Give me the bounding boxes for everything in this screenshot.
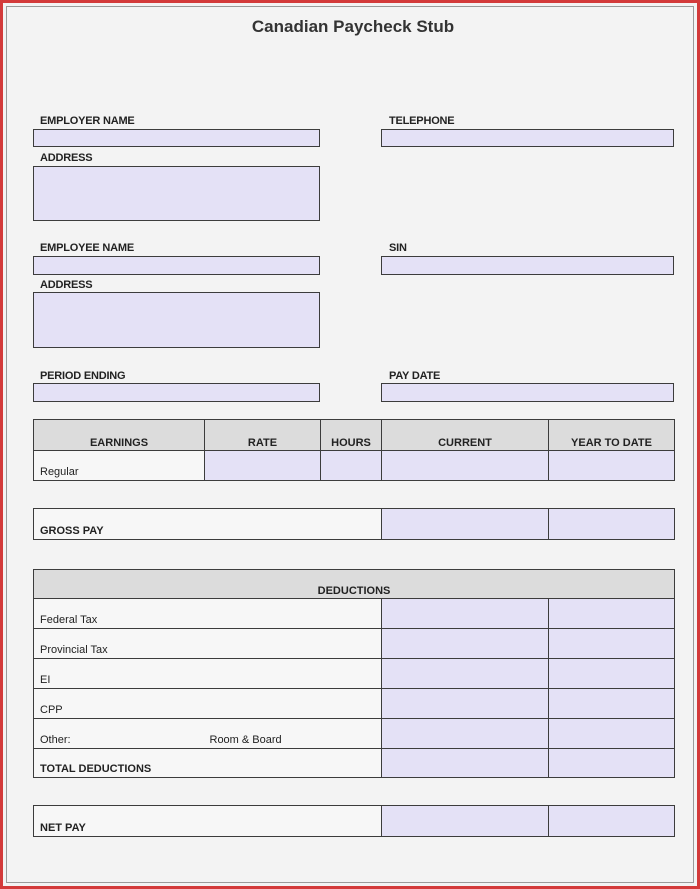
other-current-field[interactable] [382,719,549,749]
ei-current-field[interactable] [382,659,549,689]
regular-label: Regular [34,451,205,481]
other-label: Other: [34,719,208,749]
sin-field[interactable] [381,256,674,275]
deductions-table [33,569,675,778]
year-to-date-header: YEAR TO DATE [549,420,675,451]
ei-ytd-field[interactable] [549,659,675,689]
period-ending-label: PERIOD ENDING [40,370,126,382]
gross-pay-ytd-field[interactable] [549,509,675,540]
employer-name-field[interactable] [33,129,320,147]
federal-tax-ytd-field[interactable] [549,599,675,629]
telephone-field[interactable] [381,129,674,147]
telephone-label: TELEPHONE [389,115,455,127]
net-pay-table [33,805,675,837]
employer-address-label: ADDRESS [40,152,93,164]
federal-tax-current-field[interactable] [382,599,549,629]
total-deductions-label: TOTAL DEDUCTIONS [34,749,382,778]
cpp-ytd-field[interactable] [549,689,675,719]
net-pay-label: NET PAY [34,806,382,837]
employee-name-label: EMPLOYEE NAME [40,242,134,254]
total-deductions-ytd-field[interactable] [549,749,675,778]
employee-address-field[interactable] [33,292,320,348]
employee-address-label: ADDRESS [40,279,93,291]
regular-ytd-field[interactable] [549,451,675,481]
provincial-tax-ytd-field[interactable] [549,629,675,659]
federal-tax-label: Federal Tax [34,599,382,629]
provincial-tax-current-field[interactable] [382,629,549,659]
gross-pay-current-field[interactable] [382,509,549,540]
deductions-header: DEDUCTIONS [34,570,675,599]
current-header: CURRENT [382,420,549,451]
rate-header: RATE [205,420,321,451]
earnings-table [33,419,675,481]
regular-rate-field[interactable] [205,451,321,481]
cpp-label: CPP [34,689,382,719]
total-deductions-current-field[interactable] [382,749,549,778]
provincial-tax-label: Provincial Tax [34,629,382,659]
net-pay-ytd-field[interactable] [549,806,675,837]
employee-name-field[interactable] [33,256,320,275]
ei-label: EI [34,659,382,689]
net-pay-current-field[interactable] [382,806,549,837]
pay-date-field[interactable] [381,383,674,402]
employer-address-field[interactable] [33,166,320,221]
other-ytd-field[interactable] [549,719,675,749]
employer-name-label: EMPLOYER NAME [40,115,135,127]
regular-hours-field[interactable] [321,451,382,481]
earnings-header: EARNINGS [34,420,205,451]
pay-date-label: PAY DATE [389,370,441,382]
gross-pay-table [33,508,675,540]
period-ending-field[interactable] [33,383,320,402]
page-title: Canadian Paycheck Stub [251,17,455,36]
hours-header: HOURS [321,420,382,451]
sin-label: SIN [389,242,407,254]
regular-current-field[interactable] [382,451,549,481]
cpp-current-field[interactable] [382,689,549,719]
gross-pay-label: GROSS PAY [34,509,382,540]
other-note: Room & Board [208,719,382,749]
